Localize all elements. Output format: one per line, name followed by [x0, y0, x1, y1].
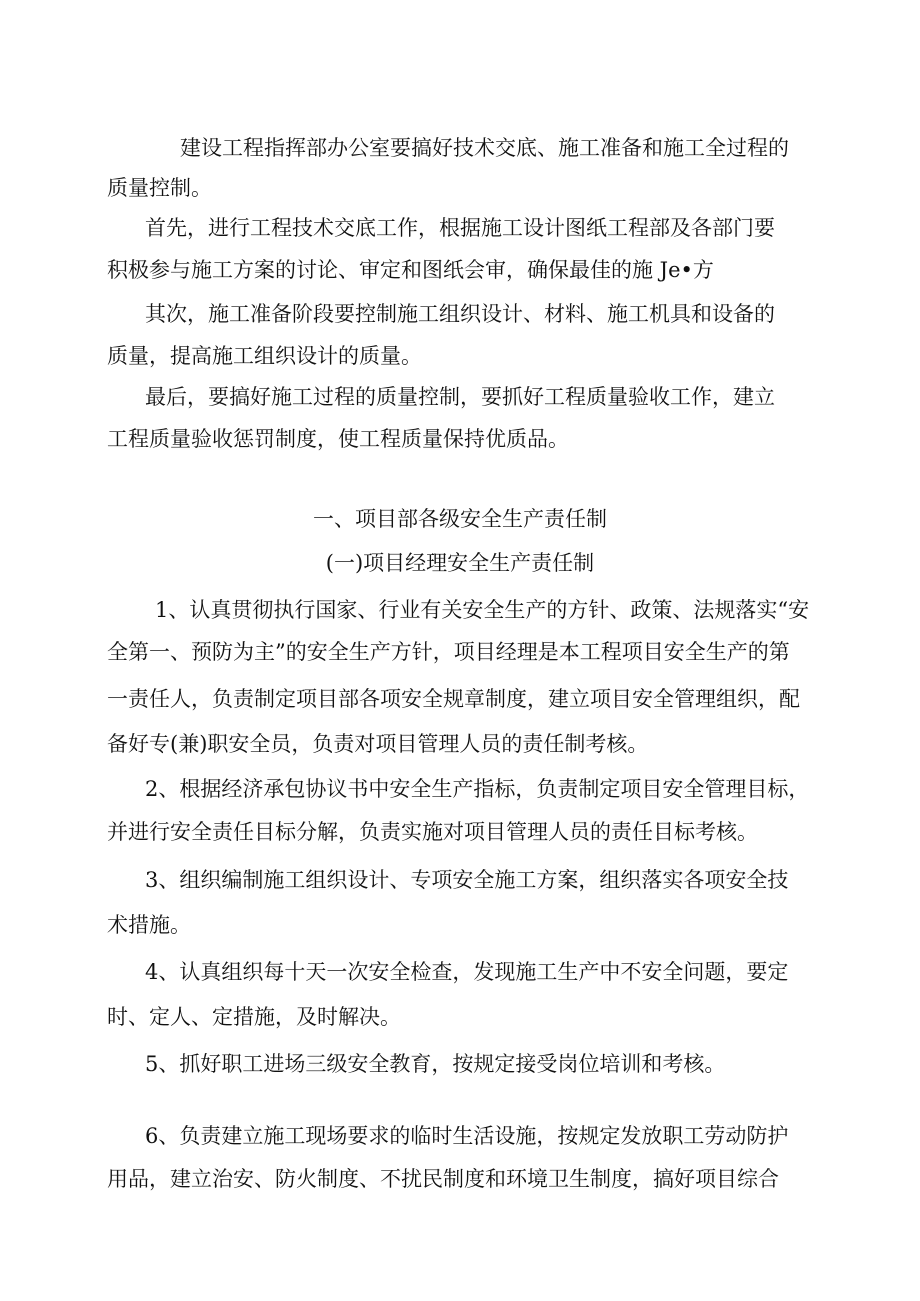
item-1-line-4: 备好专(兼)职安全员，负责对项目管理人员的责任制考核。: [107, 732, 649, 756]
section-subtitle: (一)项目经理安全生产责任制: [325, 551, 595, 575]
item-1-line-2: 全第一、预防为主”的安全生产方针，项目经理是本工程项目安全生产的第: [107, 640, 790, 664]
item-5-line-1: 5、抓好职工进场三级安全教育，按规定接受岗位培训和考核。: [145, 1052, 726, 1076]
item-6-line-1: 6、负责建立施工现场要求的临时生活设施，按规定发放职工劳动防护: [145, 1124, 789, 1148]
intro-paragraph-1-line-2: 质量控制。: [107, 176, 212, 200]
section-title: 一、项目部各级安全生产责任制: [313, 507, 607, 531]
item-2-line-2: 并进行安全责任目标分解，负责实施对项目管理人员的责任目标考核。: [107, 820, 758, 844]
intro-paragraph-2-line-2: 积极参与施工方案的讨论、审定和图纸会审，确保最佳的施 Je•方: [107, 258, 714, 282]
item-4-line-2: 时、定人、定措施，及时解决。: [107, 1005, 401, 1029]
intro-paragraph-3-line-1: 其次，施工准备阶段要控制施工组织设计、材料、施工机具和设备的: [145, 302, 775, 326]
intro-paragraph-3-line-2: 质量，提高施工组织设计的质量。: [107, 344, 422, 368]
item-3-line-1: 3、组织编制施工组织设计、专项安全施工方案，组织落实各项安全技: [145, 868, 789, 892]
item-3-line-2: 术措施。: [107, 913, 191, 937]
item-1-line-3: 一责任人，负责制定项目部各项安全规章制度，建立项目安全管理组织，配: [107, 687, 800, 711]
intro-paragraph-1-line-1: 建设工程指挥部办公室要搞好技术交底、施工准备和施工全过程的: [180, 136, 789, 160]
item-1-line-1: 1、认真贯彻执行国家、行业有关安全生产的方针、政策、法规落实“安: [155, 598, 810, 622]
intro-paragraph-4-line-1: 最后，要搞好施工过程的质量控制，要抓好工程质量验收工作，建立: [145, 385, 775, 409]
item-6-line-2: 用品，建立治安、防火制度、不扰民制度和环境卫生制度，搞好项目综合: [107, 1167, 779, 1191]
item-4-line-1: 4、认真组织每十天一次安全检查，发现施工生产中不安全问题，要定: [145, 960, 789, 984]
intro-paragraph-4-line-2: 工程质量验收惩罚制度，使工程质量保持优质品。: [107, 427, 569, 451]
intro-paragraph-2-line-1: 首先，进行工程技术交底工作，根据施工设计图纸工程部及各部门要: [145, 216, 775, 240]
item-2-line-1: 2、根据经济承包协议书中安全生产指标，负责制定项目安全管理目标，: [145, 777, 810, 801]
